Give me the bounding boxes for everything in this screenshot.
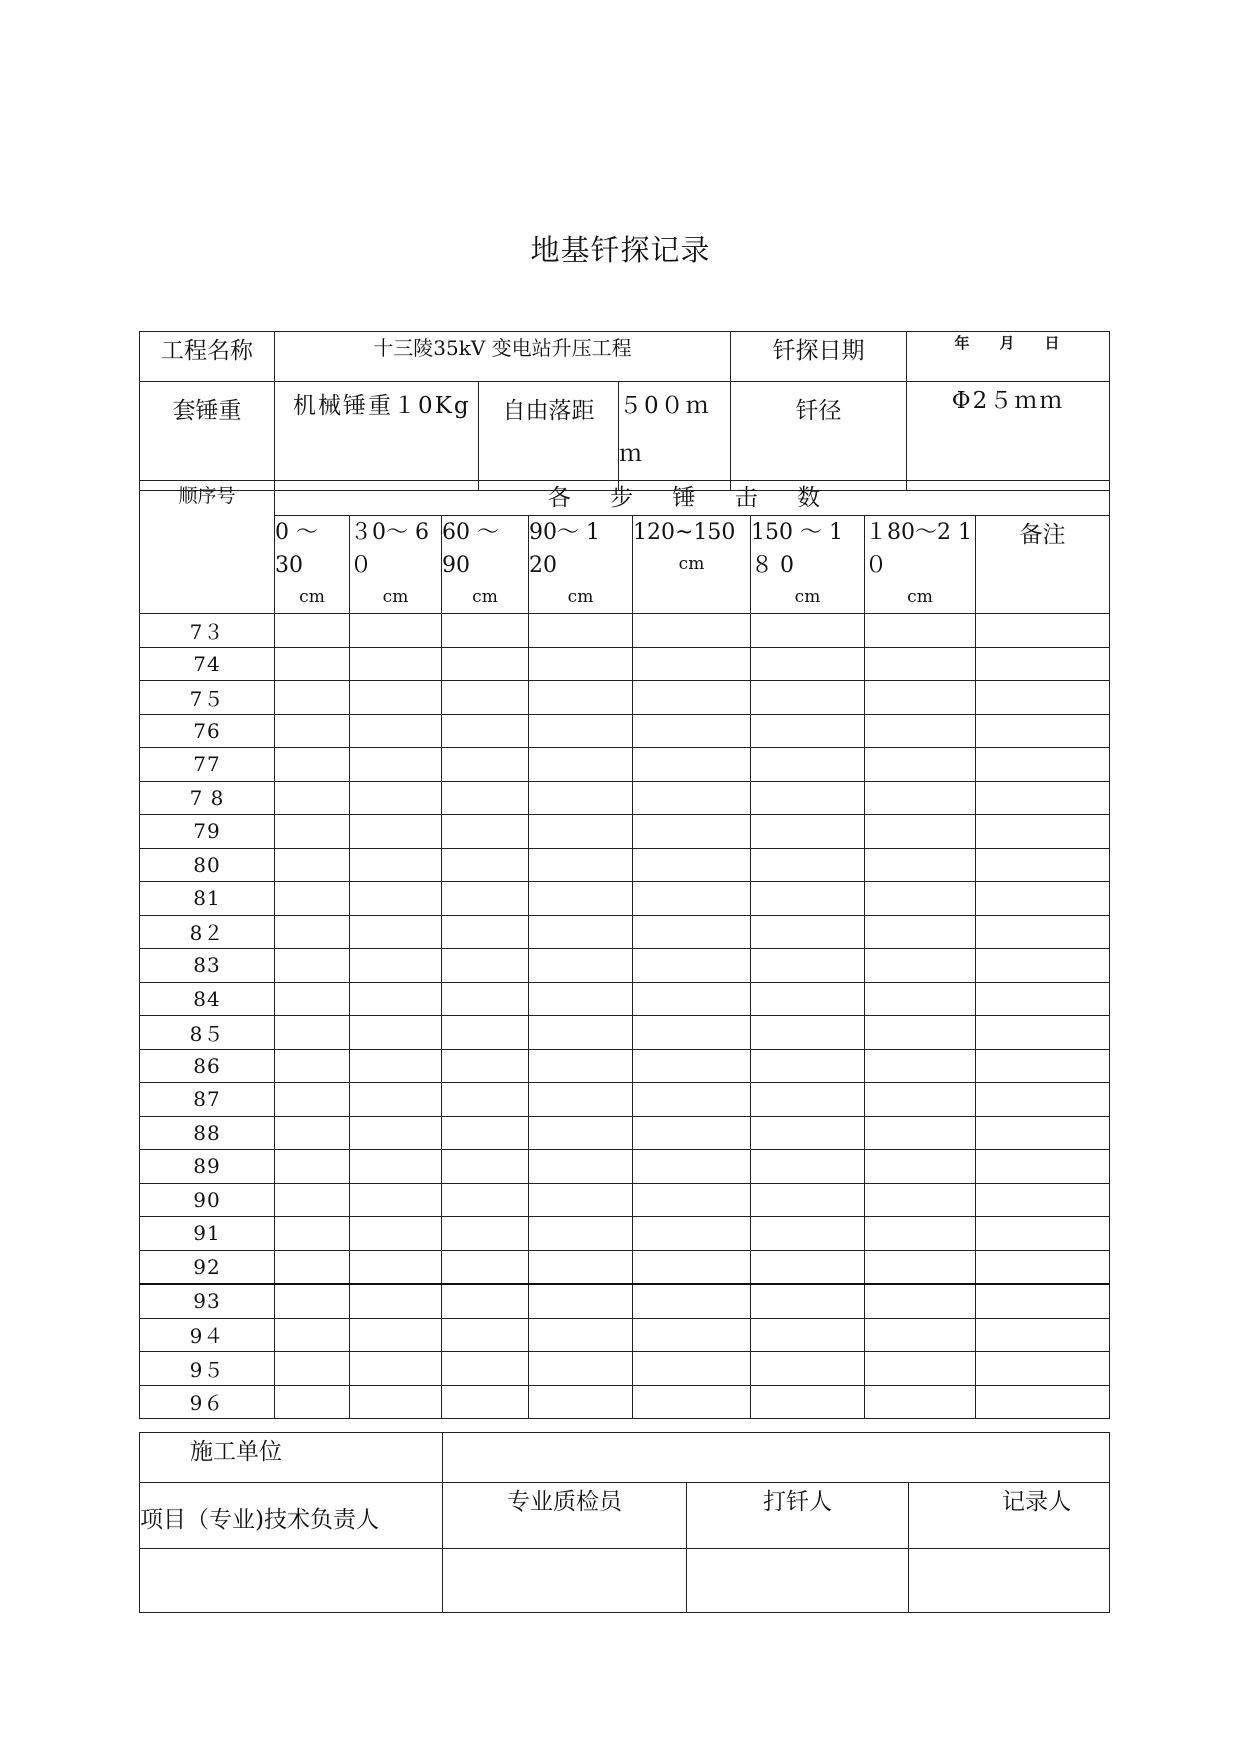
blow-count-cell[interactable]: [751, 614, 865, 648]
blow-count-cell[interactable]: [275, 1049, 350, 1083]
table-row: [140, 681, 1110, 715]
blow-count-cell[interactable]: [275, 1083, 350, 1117]
blow-count-cell[interactable]: [275, 1352, 350, 1386]
blow-count-cell[interactable]: [529, 982, 633, 1016]
blow-count-cell[interactable]: [529, 714, 633, 748]
blow-count-cell[interactable]: [751, 1183, 865, 1217]
range-1-label: 0 ～ 30: [275, 520, 318, 578]
remark-cell[interactable]: [976, 1385, 1110, 1419]
tech-lead-label: 项目（专业)技术负责人: [140, 1483, 443, 1549]
blow-count-cell[interactable]: [633, 1183, 751, 1217]
remark-cell[interactable]: [976, 1250, 1110, 1284]
blow-count-cell[interactable]: [350, 949, 442, 983]
blow-count-cell[interactable]: [275, 882, 350, 916]
row-number: 87: [140, 1083, 275, 1117]
blow-count-cell[interactable]: [275, 1016, 350, 1050]
blow-count-cell[interactable]: [529, 1150, 633, 1184]
blow-count-cell[interactable]: [751, 848, 865, 882]
range-7-label: １80～2 1０: [865, 520, 972, 578]
date-day: 日: [1044, 334, 1062, 352]
row-number: 7３: [140, 614, 275, 648]
blow-count-cell[interactable]: [633, 1049, 751, 1083]
page-title: 地基钎探记录: [530, 233, 711, 267]
row-number: 76: [140, 714, 275, 748]
blow-count-cell[interactable]: [350, 647, 442, 681]
blow-count-cell[interactable]: [751, 748, 865, 782]
seq-header: 顺序号: [140, 481, 275, 614]
remark-cell[interactable]: [976, 1150, 1110, 1184]
range-6-label: 150 ～ 1 ８ 0: [751, 520, 843, 578]
blow-count-cell[interactable]: [350, 1049, 442, 1083]
table-row: [140, 1049, 1110, 1083]
table-row: [140, 714, 1110, 748]
blow-count-cell[interactable]: [865, 815, 976, 849]
driller-signature[interactable]: [687, 1549, 909, 1613]
row-number: 86: [140, 1049, 275, 1083]
blow-count-cell[interactable]: [442, 882, 529, 916]
blow-count-cell[interactable]: [529, 815, 633, 849]
blow-count-cell[interactable]: [275, 614, 350, 648]
range-header-2: [350, 516, 442, 614]
date-label: 钎探日期: [731, 332, 907, 382]
blow-count-cell[interactable]: [865, 614, 976, 648]
remark-cell[interactable]: [976, 614, 1110, 648]
group-header: 各 步 锤 击 数: [275, 481, 1110, 516]
table-row: [140, 915, 1110, 949]
row-number: 8２: [140, 915, 275, 949]
blow-count-cell[interactable]: [350, 781, 442, 815]
blow-count-cell[interactable]: [865, 1083, 976, 1117]
blow-count-cell[interactable]: [350, 982, 442, 1016]
blow-count-cell[interactable]: [751, 1116, 865, 1150]
blow-count-cell[interactable]: [633, 1116, 751, 1150]
blow-count-cell[interactable]: [865, 1116, 976, 1150]
drop-label: 自由落距: [479, 382, 619, 491]
blow-count-cell[interactable]: [275, 815, 350, 849]
probing-table: [139, 480, 1110, 1419]
table-row: [140, 1183, 1110, 1217]
table-row: [140, 1385, 1110, 1419]
range-5-label: 120~150: [633, 520, 736, 545]
blow-count-cell[interactable]: [529, 781, 633, 815]
blow-count-cell[interactable]: [865, 982, 976, 1016]
blow-count-cell[interactable]: [350, 681, 442, 715]
blow-count-cell[interactable]: [442, 614, 529, 648]
data-rows: [140, 614, 1110, 1419]
blow-count-cell[interactable]: [865, 647, 976, 681]
table-row: [140, 647, 1110, 681]
row-number: 92: [140, 1250, 275, 1284]
date-value[interactable]: [907, 332, 1110, 382]
blow-count-cell[interactable]: [529, 1016, 633, 1050]
row-number: 84: [140, 982, 275, 1016]
blow-count-cell[interactable]: [275, 1116, 350, 1150]
blow-count-cell[interactable]: [275, 681, 350, 715]
blow-count-cell[interactable]: [751, 1083, 865, 1117]
blow-count-cell[interactable]: [865, 1250, 976, 1284]
remark-cell[interactable]: [976, 1284, 1110, 1318]
blow-count-cell[interactable]: [529, 848, 633, 882]
remark-cell[interactable]: [976, 681, 1110, 715]
blow-count-cell[interactable]: [751, 714, 865, 748]
blow-count-cell[interactable]: [751, 1284, 865, 1318]
blow-count-cell[interactable]: [865, 915, 976, 949]
blow-count-cell[interactable]: [442, 848, 529, 882]
range-header-5: [633, 516, 751, 614]
blow-count-cell[interactable]: [633, 681, 751, 715]
blow-count-cell[interactable]: [751, 781, 865, 815]
blow-count-cell[interactable]: [751, 1385, 865, 1419]
row-number: 9５: [140, 1352, 275, 1386]
blow-count-cell[interactable]: [442, 915, 529, 949]
blow-count-cell[interactable]: [442, 949, 529, 983]
blow-count-cell[interactable]: [633, 781, 751, 815]
blow-count-cell[interactable]: [633, 1016, 751, 1050]
blow-count-cell[interactable]: [442, 1352, 529, 1386]
blow-count-cell[interactable]: [633, 815, 751, 849]
row-number: 7 8: [140, 781, 275, 815]
blow-count-cell[interactable]: [350, 714, 442, 748]
footer-table: [139, 1432, 1110, 1613]
row-number: 74: [140, 647, 275, 681]
recorder-signature[interactable]: [909, 1549, 1110, 1613]
blow-count-cell[interactable]: [350, 1217, 442, 1251]
range-header-7: [865, 516, 976, 614]
range-2-unit: cm: [382, 587, 409, 607]
blow-count-cell[interactable]: [633, 1284, 751, 1318]
date-year: 年: [954, 334, 972, 352]
blow-count-cell[interactable]: [442, 1385, 529, 1419]
blow-count-cell[interactable]: [633, 1250, 751, 1284]
row-number: 89: [140, 1150, 275, 1184]
blow-count-cell[interactable]: [865, 681, 976, 715]
table-row: [140, 1217, 1110, 1251]
rod-value[interactable]: Φ2５ｍｍ: [907, 382, 1110, 491]
blow-count-cell[interactable]: [751, 915, 865, 949]
remark-cell[interactable]: [976, 1049, 1110, 1083]
blow-count-cell[interactable]: [442, 815, 529, 849]
blow-count-cell[interactable]: [275, 915, 350, 949]
blow-count-cell[interactable]: [350, 882, 442, 916]
row-number: 81: [140, 882, 275, 916]
blow-count-cell[interactable]: [865, 882, 976, 916]
tech-lead-signature[interactable]: [140, 1549, 443, 1613]
table-row: [140, 781, 1110, 815]
blow-count-cell[interactable]: [442, 1150, 529, 1184]
blow-count-cell[interactable]: [275, 848, 350, 882]
remark-cell[interactable]: [976, 1318, 1110, 1352]
range-3-unit: cm: [472, 587, 498, 607]
blow-count-cell[interactable]: [275, 1217, 350, 1251]
table-row: [140, 748, 1110, 782]
range-header-1: [275, 516, 350, 614]
range-header-3: [442, 516, 529, 614]
row-number: 90: [140, 1183, 275, 1217]
blow-count-cell[interactable]: [865, 1352, 976, 1386]
blow-count-cell[interactable]: [275, 949, 350, 983]
remark-cell[interactable]: [976, 781, 1110, 815]
blow-count-cell[interactable]: [350, 815, 442, 849]
blow-count-cell[interactable]: [529, 915, 633, 949]
blow-count-cell[interactable]: [529, 1217, 633, 1251]
blow-count-cell[interactable]: [442, 982, 529, 1016]
blow-count-cell[interactable]: [275, 1284, 350, 1318]
blow-count-cell[interactable]: [529, 1352, 633, 1386]
header-table: [139, 331, 1110, 491]
remark-cell[interactable]: [976, 1183, 1110, 1217]
blow-count-cell[interactable]: [633, 915, 751, 949]
row-number: 93: [140, 1284, 275, 1318]
blow-count-cell[interactable]: [865, 781, 976, 815]
range-header-4: [529, 516, 633, 614]
range-header-6: [751, 516, 865, 614]
blow-count-cell[interactable]: [633, 1318, 751, 1352]
blow-count-cell[interactable]: [442, 781, 529, 815]
row-number: 79: [140, 815, 275, 849]
blow-count-cell[interactable]: [865, 1385, 976, 1419]
blow-count-cell[interactable]: [350, 848, 442, 882]
blow-count-cell[interactable]: [350, 915, 442, 949]
blow-count-cell[interactable]: [865, 1016, 976, 1050]
row-number: 8５: [140, 1016, 275, 1050]
remark-cell[interactable]: [976, 848, 1110, 882]
blow-count-cell[interactable]: [350, 1352, 442, 1386]
remark-header: 备注: [976, 516, 1110, 614]
row-number: 9４: [140, 1318, 275, 1352]
blow-count-cell[interactable]: [865, 748, 976, 782]
remark-cell[interactable]: [976, 1083, 1110, 1117]
blow-count-cell[interactable]: [529, 1116, 633, 1150]
blow-count-cell[interactable]: [751, 1217, 865, 1251]
range-6-unit: cm: [794, 587, 821, 607]
blow-count-cell[interactable]: [751, 982, 865, 1016]
qc-inspector-signature[interactable]: [443, 1549, 687, 1613]
blow-count-cell[interactable]: [865, 1318, 976, 1352]
table-row: [140, 1250, 1110, 1284]
remark-cell[interactable]: [976, 982, 1110, 1016]
hammer-value[interactable]: 机械锤重１0Kg: [275, 382, 479, 491]
remark-cell[interactable]: [976, 815, 1110, 849]
blow-count-cell[interactable]: [275, 748, 350, 782]
project-name-value[interactable]: 十三陵35kV 变电站升压工程: [275, 332, 731, 382]
blow-count-cell[interactable]: [529, 748, 633, 782]
blow-count-cell[interactable]: [529, 614, 633, 648]
blow-count-cell[interactable]: [350, 1318, 442, 1352]
table-row: [140, 848, 1110, 882]
blow-count-cell[interactable]: [751, 882, 865, 916]
table-row: [140, 614, 1110, 648]
blow-count-cell[interactable]: [442, 1183, 529, 1217]
row-number: 80: [140, 848, 275, 882]
blow-count-cell[interactable]: [442, 714, 529, 748]
blow-count-cell[interactable]: [633, 1150, 751, 1184]
hammer-label: 套锤重: [140, 382, 275, 491]
blow-count-cell[interactable]: [529, 1083, 633, 1117]
blow-count-cell[interactable]: [442, 1116, 529, 1150]
date-month: 月: [999, 334, 1017, 352]
blow-count-cell[interactable]: [865, 714, 976, 748]
remark-cell[interactable]: [976, 748, 1110, 782]
blow-count-cell[interactable]: [350, 1083, 442, 1117]
table-row: [140, 982, 1110, 1016]
blow-count-cell[interactable]: [529, 1250, 633, 1284]
blow-count-cell[interactable]: [751, 1016, 865, 1050]
blow-count-cell[interactable]: [350, 748, 442, 782]
blow-count-cell[interactable]: [633, 848, 751, 882]
qc-inspector-label: 专业质检员: [443, 1483, 687, 1549]
blow-count-cell[interactable]: [529, 1385, 633, 1419]
blow-count-cell[interactable]: [442, 1217, 529, 1251]
blow-count-cell[interactable]: [865, 1183, 976, 1217]
blow-count-cell[interactable]: [529, 949, 633, 983]
range-5-unit: cm: [678, 554, 705, 574]
blow-count-cell[interactable]: [529, 1284, 633, 1318]
remark-cell[interactable]: [976, 882, 1110, 916]
construction-unit-value[interactable]: [443, 1433, 1110, 1483]
row-number: 7５: [140, 681, 275, 715]
blow-count-cell[interactable]: [529, 647, 633, 681]
range-2-label: ３0～ 6０: [350, 520, 429, 578]
blow-count-cell[interactable]: [865, 1049, 976, 1083]
row-number: 83: [140, 949, 275, 983]
recorder-label: 记录人: [909, 1483, 1110, 1549]
range-4-unit: cm: [567, 587, 594, 607]
blow-count-cell[interactable]: [529, 882, 633, 916]
blow-count-cell[interactable]: [350, 1183, 442, 1217]
table-row: [140, 1016, 1110, 1050]
blow-count-cell[interactable]: [275, 1250, 350, 1284]
blow-count-cell[interactable]: [865, 949, 976, 983]
blow-count-cell[interactable]: [350, 1385, 442, 1419]
remark-cell[interactable]: [976, 1217, 1110, 1251]
remark-cell[interactable]: [976, 1352, 1110, 1386]
blow-count-cell[interactable]: [751, 1250, 865, 1284]
row-number: 88: [140, 1116, 275, 1150]
table-row: [140, 1150, 1110, 1184]
blow-count-cell[interactable]: [751, 949, 865, 983]
blow-count-cell[interactable]: [442, 1284, 529, 1318]
blow-count-cell[interactable]: [751, 1150, 865, 1184]
table-row: [140, 1318, 1110, 1352]
remark-cell[interactable]: [976, 647, 1110, 681]
blow-count-cell[interactable]: [633, 1083, 751, 1117]
blow-count-cell[interactable]: [350, 1016, 442, 1050]
range-1-unit: cm: [299, 587, 325, 607]
blow-count-cell[interactable]: [442, 647, 529, 681]
blow-count-cell[interactable]: [633, 647, 751, 681]
blow-count-cell[interactable]: [350, 1284, 442, 1318]
table-row: [140, 815, 1110, 849]
blow-count-cell[interactable]: [275, 1385, 350, 1419]
blow-count-cell[interactable]: [865, 848, 976, 882]
blow-count-cell[interactable]: [865, 1150, 976, 1184]
blow-count-cell[interactable]: [865, 1284, 976, 1318]
row-number: 77: [140, 748, 275, 782]
blow-count-cell[interactable]: [275, 1318, 350, 1352]
blow-count-cell[interactable]: [633, 714, 751, 748]
remark-cell[interactable]: [976, 1016, 1110, 1050]
blow-count-cell[interactable]: [442, 1318, 529, 1352]
blow-count-cell[interactable]: [442, 748, 529, 782]
remark-cell[interactable]: [976, 714, 1110, 748]
row-number: 91: [140, 1217, 275, 1251]
blow-count-cell[interactable]: [751, 1318, 865, 1352]
blow-count-cell[interactable]: [350, 1250, 442, 1284]
blow-count-cell[interactable]: [275, 781, 350, 815]
construction-unit-label: 施工单位: [140, 1433, 443, 1483]
table-row: [140, 1116, 1110, 1150]
blow-count-cell[interactable]: [275, 714, 350, 748]
blow-count-cell[interactable]: [275, 982, 350, 1016]
blow-count-cell[interactable]: [275, 647, 350, 681]
blow-count-cell[interactable]: [442, 1016, 529, 1050]
blow-count-cell[interactable]: [350, 1116, 442, 1150]
blow-count-cell[interactable]: [633, 949, 751, 983]
blow-count-cell[interactable]: [275, 1183, 350, 1217]
driller-label: 打钎人: [687, 1483, 909, 1549]
blow-count-cell[interactable]: [529, 1183, 633, 1217]
blow-count-cell[interactable]: [751, 1049, 865, 1083]
blow-count-cell[interactable]: [751, 815, 865, 849]
blow-count-cell[interactable]: [633, 1352, 751, 1386]
remark-cell[interactable]: [976, 915, 1110, 949]
blow-count-cell[interactable]: [751, 647, 865, 681]
blow-count-cell[interactable]: [350, 614, 442, 648]
blow-count-cell[interactable]: [633, 614, 751, 648]
blow-count-cell[interactable]: [751, 681, 865, 715]
table-row: [140, 882, 1110, 916]
remark-cell[interactable]: [976, 1116, 1110, 1150]
blow-count-cell[interactable]: [442, 1049, 529, 1083]
table-row: [140, 949, 1110, 983]
table-row: [140, 1352, 1110, 1386]
blow-count-cell[interactable]: [633, 748, 751, 782]
range-3-label: 60 ～ 90: [442, 520, 499, 578]
project-name-label: 工程名称: [140, 332, 275, 382]
blow-count-cell[interactable]: [442, 681, 529, 715]
blow-count-cell[interactable]: [633, 1217, 751, 1251]
blow-count-cell[interactable]: [633, 882, 751, 916]
rod-label: 钎径: [731, 382, 907, 491]
row-number: 9６: [140, 1385, 275, 1419]
blow-count-cell[interactable]: [442, 1083, 529, 1117]
blow-count-cell[interactable]: [350, 1150, 442, 1184]
blow-count-cell[interactable]: [865, 1217, 976, 1251]
range-4-label: 90～ 1 20: [529, 520, 600, 578]
remark-cell[interactable]: [976, 949, 1110, 983]
range-7-unit: cm: [907, 587, 933, 607]
blow-count-cell[interactable]: [529, 1318, 633, 1352]
blow-count-cell[interactable]: [633, 982, 751, 1016]
blow-count-cell[interactable]: [529, 1049, 633, 1083]
blow-count-cell[interactable]: [442, 1250, 529, 1284]
table-row: [140, 1284, 1110, 1318]
blow-count-cell[interactable]: [633, 1385, 751, 1419]
blow-count-cell[interactable]: [751, 1352, 865, 1386]
blow-count-cell[interactable]: [275, 1150, 350, 1184]
table-row: [140, 1083, 1110, 1117]
drop-value[interactable]: ５0０ｍ ｍ: [619, 382, 731, 491]
blow-count-cell[interactable]: [529, 681, 633, 715]
